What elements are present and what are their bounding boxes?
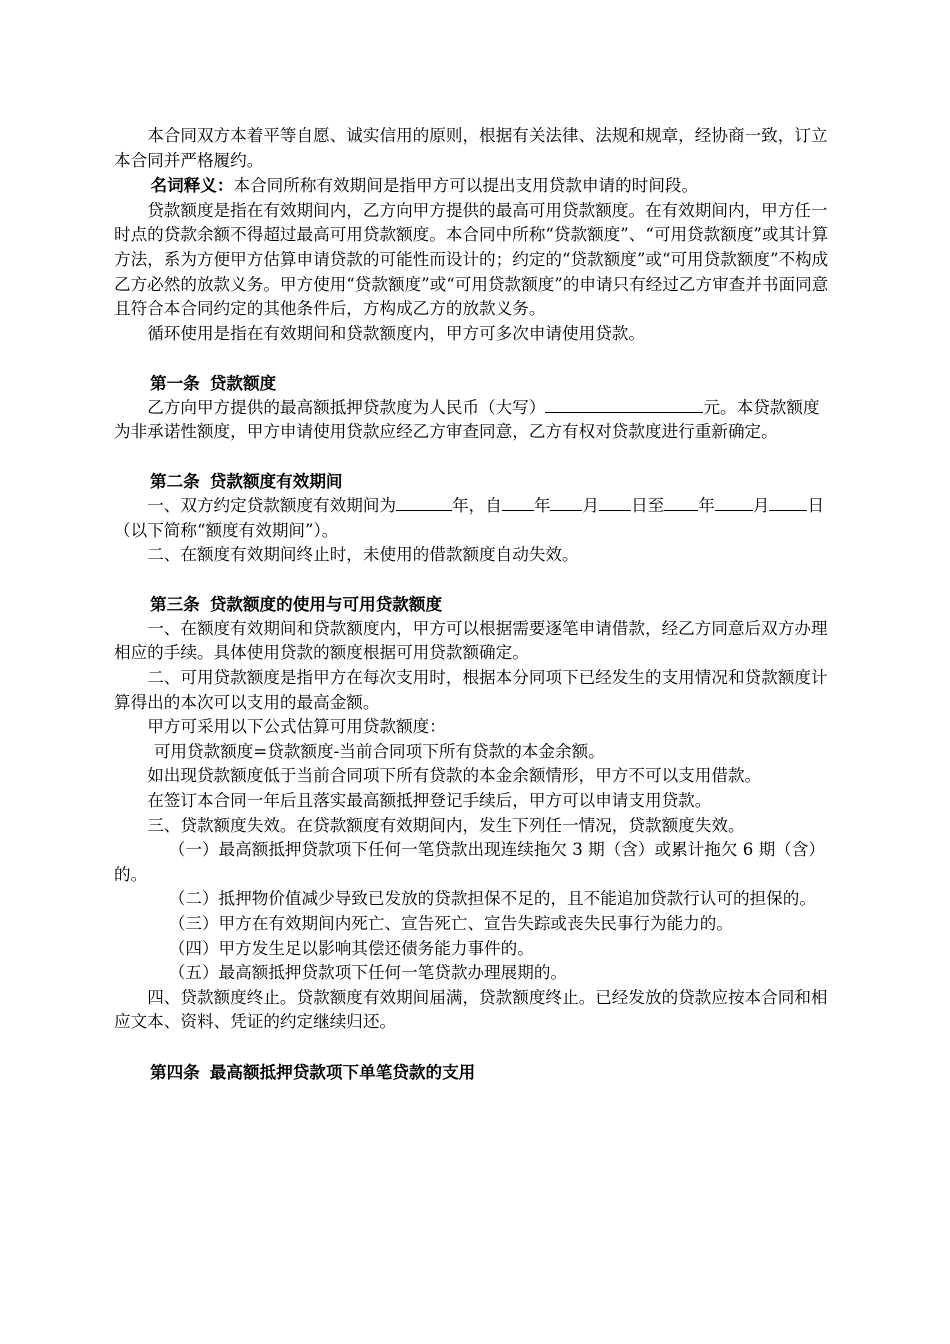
list-item: （五）最高额抵押贷款项下任何一笔贷款办理展期的。 xyxy=(168,963,568,983)
formula-text: 可用贷款额度=贷款额度-当前合同项下所有贷款的本金余额。 xyxy=(153,741,605,761)
loan-limit-definition: 贷款额度是指在有效期间内，乙方向甲方提供的最高可用贷款额度。在有效期间内，甲方任一时点的贷款余额不得超过最高可用贷款额度。本合同中所称“贷款额度”、“可用贷款额度”或其计算方法，系为方便甲方估算申请贷款的可能性而设计的；约定的“贷款额度”或“可用贷款额度”不构成乙方必然的放款义务。甲方使用“贷款额度”或“可用贷款额度”的申请只有经过乙方审查并书面同意且符合本合同约定的其他条件后，方构成乙方的放款义务。 xyxy=(114,200,829,319)
article-4-heading: 第四条 最高额抵押贷款项下单笔贷款的支用 xyxy=(150,1061,476,1082)
list-item: （三）甲方在有效期间内死亡、宣告死亡、宣告失踪或丧失民事行为能力的。 xyxy=(168,914,733,933)
article-3-paragraph-8: 四、贷款额度终止。贷款额度有效期间届满，贷款额度终止。已经发放的贷款应按本合同和相应文本、资料、凭证的约定继续归还。 xyxy=(114,987,828,1032)
definitions-label: 名词释义： xyxy=(150,175,234,196)
amount-blank[interactable] xyxy=(545,396,703,413)
list-item: （一）最高额抵押贷款项下任何一笔贷款出现连续拖欠 3 期（含）或累计拖欠 6 期（含）的。 xyxy=(114,840,825,884)
definitions-paragraph xyxy=(114,173,836,199)
end-year-blank[interactable] xyxy=(664,494,698,511)
article-1-heading: 第一条 贷款额度 xyxy=(150,372,277,393)
list-item: （四）甲方发生足以影响其偿还债务能力事件的。 xyxy=(168,938,534,958)
article-3-paragraph-2: 二、可用贷款额度是指甲方在每次支用时，根据本分同项下已经发生的支用情况和贷款额度计算得出的本次可以支用的最高金额。 xyxy=(114,668,828,712)
start-year-blank[interactable] xyxy=(502,494,534,511)
validity-period-paragraph: 一、双方约定贷款额度有效期间为 年，自 年 月 日至 年 月 日（以下简称“额度有效期间”）。 xyxy=(114,495,825,540)
article-3-paragraph-1: 一、在额度有效期间和贷款额度内，甲方可以根据需要逐笔申请借款，经乙方同意后双方办理相应的手续。具体使用贷款的额度根据可用贷款额确定。 xyxy=(114,618,828,663)
contract-page xyxy=(114,124,836,1084)
article-1-paragraph: 乙方向甲方提供的最高额抵押贷款度为人民币（大写） 元。本贷款额度为非承诺性额度，甲方申请使用贷款应经乙方审查同意，乙方有权对贷款度进行重新确定。 xyxy=(114,397,820,442)
formula-intro: 甲方可采用以下公式估算可用贷款额度： xyxy=(147,717,446,737)
start-day-blank[interactable] xyxy=(599,494,631,511)
article-3-heading: 第三条 贷款额度的使用与可用贷款额度 xyxy=(150,594,443,615)
revolving-definition: 循环使用是指在有效期间和贷款额度内，甲方可多次申请使用贷款。 xyxy=(147,323,645,343)
article-2-paragraph-2: 二、在额度有效期间终止时，未使用的借款额度自动失效。 xyxy=(147,545,579,565)
end-day-blank[interactable] xyxy=(769,494,807,511)
list-item: （二）抵押物价值减少导致已发放的贷款担保不足的，且不能追加贷款行认可的担保的。 xyxy=(168,889,816,909)
years-blank[interactable] xyxy=(396,494,452,511)
end-month-blank[interactable] xyxy=(715,494,753,511)
article-3-paragraph-7: 三、贷款额度失效。在贷款额度有效期间内，发生下列任一情况，贷款额度失效。 xyxy=(147,815,745,835)
article-3-paragraph-5: 如出现贷款额度低于当前合同项下所有贷款的本金余额情形，甲方不可以支用借款。 xyxy=(147,766,762,786)
start-month-blank[interactable] xyxy=(550,494,582,511)
article-3-paragraph-6: 在签订本合同一年后且落实最高额抵押登记手续后，甲方可以申请支用贷款。 xyxy=(147,791,712,811)
definitions-text: 本合同所称有效期间是指甲方可以提出支用贷款申请的时间段。 xyxy=(233,176,699,196)
article-2-heading: 第二条 贷款额度有效期间 xyxy=(150,471,343,492)
preamble-paragraph: 本合同双方本着平等自愿、诚实信用的原则，根据有关法律、法规和规章，经协商一致，订立本合同并严格履约。 xyxy=(114,126,828,170)
